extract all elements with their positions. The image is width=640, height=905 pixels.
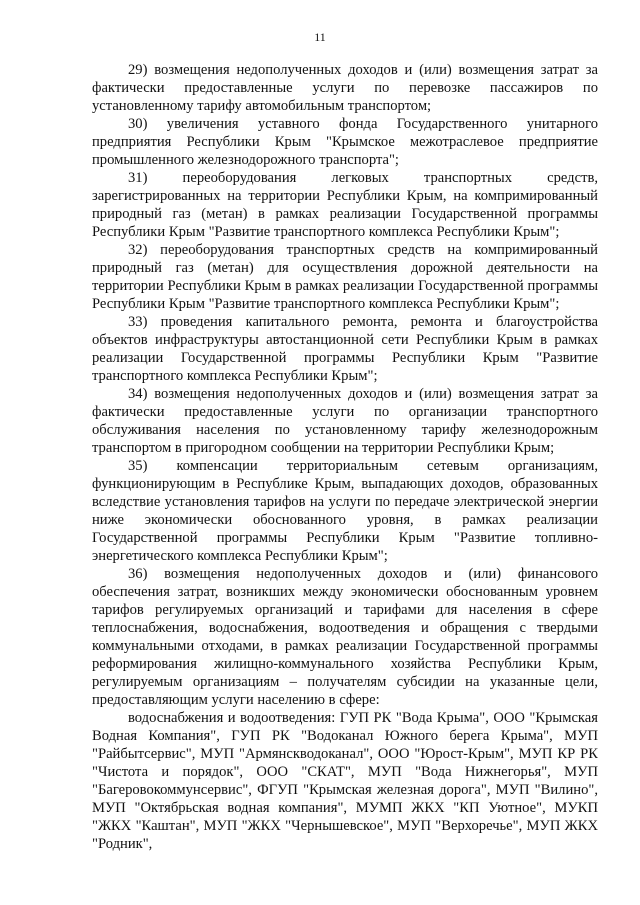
paragraph-item-33: 33) проведения капитального ремонта, ремонта и благоустройства объектов инфраструктуры автостанционной сети Республики Крым в рамках реализации Государственной программы Республики Крым "Развитие транспортного комплекса Республики Крым"; xyxy=(92,314,598,384)
paragraph-item-29: 29) возмещения недополученных доходов и (или) возмещения затрат за фактически предоставленные услуги по перевозке пассажиров по установленному тарифу автомобильным транспортом; xyxy=(92,62,598,114)
paragraph-water-supply-list: водоснабжения и водоотведения: ГУП РК "Вода Крыма", ООО "Крымская Водная Компания", ГУП РК "Водоканал Южного берега Крыма", МУП "Райбытсервис", МУП "Армянскводоканал", ООО "Юрост-Крым", МУП КР РК "Чистота и порядок", ООО "СКАТ", МУП "Вода Нижнегорья", МУП "Багеровокоммунсервис", ФГУП "Крымская железная дорога", МУП "Вилино", МУП "Октябрьская водная компания", МУМП ЖКХ "КП Уютное", МУКП "ЖКХ "Каштан", МУП "ЖКХ "Чернышевское", МУП "Верхоречье", МУП ЖКХ "Родник", xyxy=(92,710,598,852)
paragraph-item-31: 31) переоборудования легковых транспортных средств, зарегистрированных на территории Республики Крым, на компримированный природный газ (метан) в рамках реализации Государственной программы Республики Крым "Развитие транспортного комплекса Республики Крым"; xyxy=(92,170,598,240)
paragraph-item-36: 36) возмещения недополученных доходов и (или) финансового обеспечения затрат, возникших между экономически обоснованным уровнем тарифов регулируемых организаций и тарифами для населения в сфере теплоснабжения, водоснабжения, водоотведения и обращения с твердыми коммунальными отходами, в рамках реализации Государственной программы реформирования жилищно-коммунального хозяйства Республики Крым, регулируемым организациям – получателям субсидии на указанные цели, предоставляющим услуги населению в сфере: xyxy=(92,566,598,708)
document-body xyxy=(92,61,598,853)
paragraph-item-32: 32) переоборудования транспортных средств на компримированный природный газ (метан) для осуществления дорожной деятельности на территории Республики Крым в рамках реализации Государственной программы Республики Крым "Развитие транспортного комплекса Республики Крым"; xyxy=(92,242,598,312)
paragraph-item-34: 34) возмещения недополученных доходов и (или) возмещения затрат за фактически предоставленные услуги по организации транспортного обслуживания населения по установленному тарифу железнодорожным транспортом в пригородном сообщении на территории Республики Крым; xyxy=(92,386,598,456)
paragraph-item-35: 35) компенсации территориальным сетевым организациям, функционирующим в Республике Крым, выпадающих доходов, образованных вследствие установления тарифов на услуги по передаче электрической энергии ниже экономически обоснованного уровня, в рамках реализации Государственной программы Республики Крым "Развитие топливно-энергетического комплекса Республики Крым"; xyxy=(92,458,598,564)
paragraph-item-30: 30) увеличения уставного фонда Государственного унитарного предприятия Республики Крым "Крымское межотраслевое предприятие промышленного железнодорожного транспорта"; xyxy=(92,116,598,168)
page-number: 11 xyxy=(314,30,326,44)
